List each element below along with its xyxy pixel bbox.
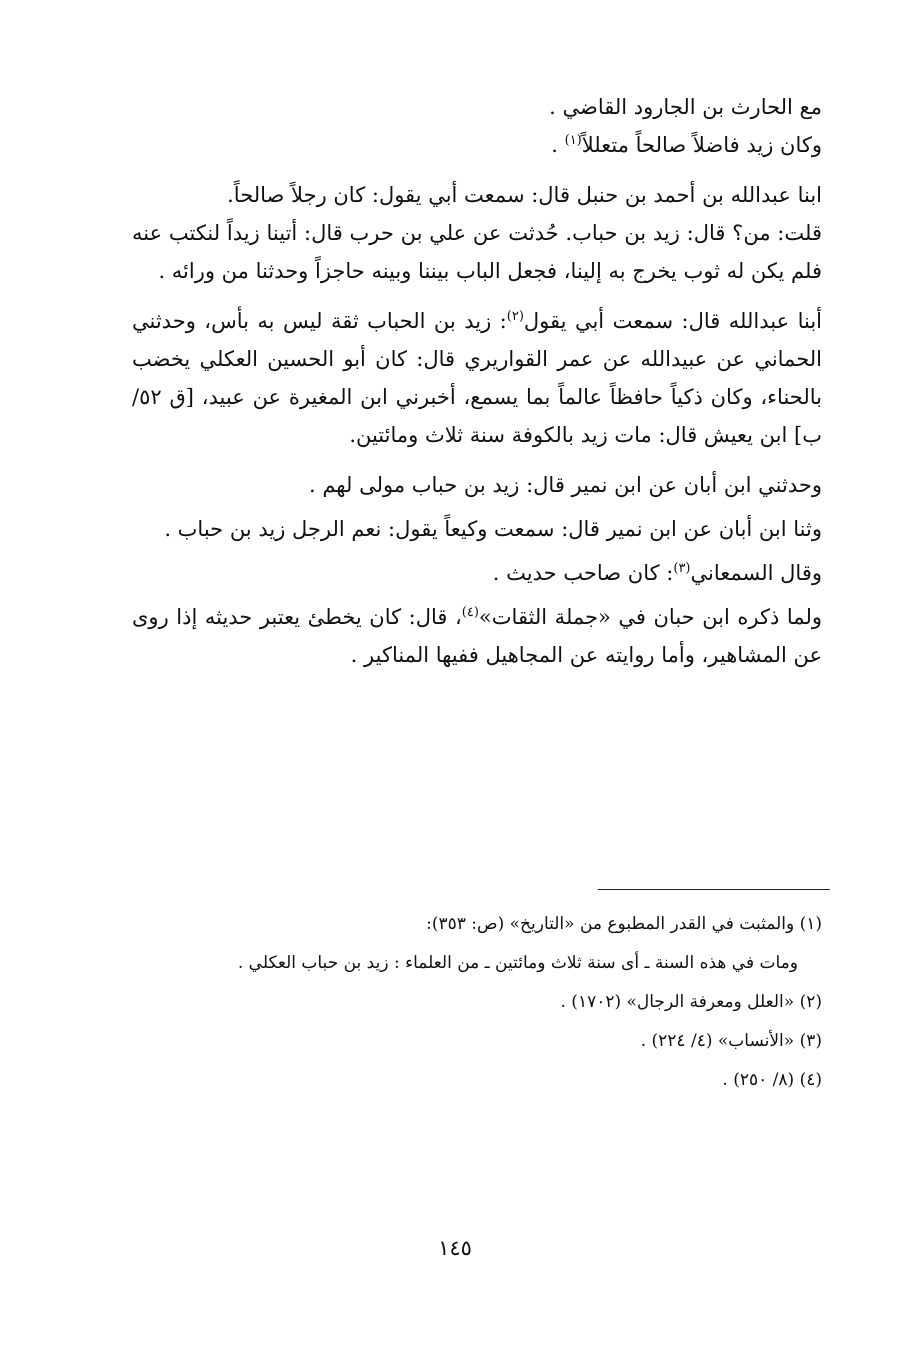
footnote-4: (٤) (٨/ ٢٥٠) . [722,1070,822,1090]
paragraph-1-line-2-end: . [551,133,558,157]
paragraph-6-start: وقال السمعاني [690,561,822,585]
paragraph-5: وثنا ابن أبان عن ابن نمير قال: سمعت وكيعاً يقول: نعم الرجل زيد بن حباب . [164,517,822,541]
paragraph-7-end: ، قال: كان يخطئ يعتبر حديثه إذا روى عن المشاهير، وأما روايته عن المجاهيل ففيها المناكير . [132,605,822,667]
footnote-separator [598,889,830,890]
footnote-ref-4: (٤) [461,605,479,620]
paragraph-4: وحدثني ابن أبان عن ابن نمير قال: زيد بن حباب مولى لهم . [308,473,822,497]
paragraph-2-body: قلت: من؟ قال: زيد بن حباب. حُدثت عن علي بن حرب قال: أتينا زيداً لنكتب عنه فلم يكن له ثوب يخرج به إلينا، فجعل الباب بيننا وبينه حاجزاً وحدثنا من ورائه . [132,221,822,283]
paragraph-7 [132,598,822,674]
paragraph-1-line-2-text: وكان زيد فاضلاً صالحاً متعللاً [581,133,822,157]
paragraph-6-end: : كان صاحب حديث . [492,561,674,585]
paragraph-1-line-1: مع الحارث بن الجارود القاضي . [549,95,822,119]
paragraph-3-start: أبنا عبدالله قال: سمعت أبي يقول [523,309,823,333]
paragraph-3-body: : زيد بن الحباب ثقة ليس به بأس، وحدثني الحماني عن عبيدالله عن عمر القواريري قال: كان أبو الحسين العكلي يخضب بالحناء، وكان ذكياً حافظاً عالماً بما يسمع، أخبرني ابن المغيرة عن عبيد، [ق ٥٢/ب] ابن يعيش قال: مات زيد بالكوفة سنة ثلاث ومائتين. [132,309,822,447]
footnote-3: (٣) «الأنساب» (٤/ ٢٢٤) . [640,1031,822,1051]
paragraph-2-line-1: ابنا عبدالله بن أحمد بن حنبل قال: سمعت أبي يقول: كان رجلاً صالحاً. [227,183,822,207]
footnote-ref-1: (١) [564,133,582,148]
footnote-2: (٢) «العلل ومعرفة الرجال» (١٧٠٢) . [560,992,822,1012]
footnote-1-quote: ومات في هذه السنة ـ أى سنة ثلاث ومائتين ـ من العلماء : زيد بن حباب العكلي . [237,953,798,973]
paragraph-7-start: ولما ذكره ابن حبان في «جملة الثقات» [478,605,822,629]
footnote-ref-2: (٢) [506,309,524,324]
footnote-ref-3: (٣) [673,561,691,576]
paragraph-3 [132,302,822,454]
page-number: ١٤٥ [438,1236,472,1260]
paragraph-1-line-2 [132,126,822,164]
footnote-1: (١) والمثبت في القدر المطبوع من «التاريخ» (ص: ٣٥٣): [426,914,822,934]
footnotes-section [132,905,822,1100]
paragraph-6 [132,554,822,592]
main-text-body [132,88,822,674]
